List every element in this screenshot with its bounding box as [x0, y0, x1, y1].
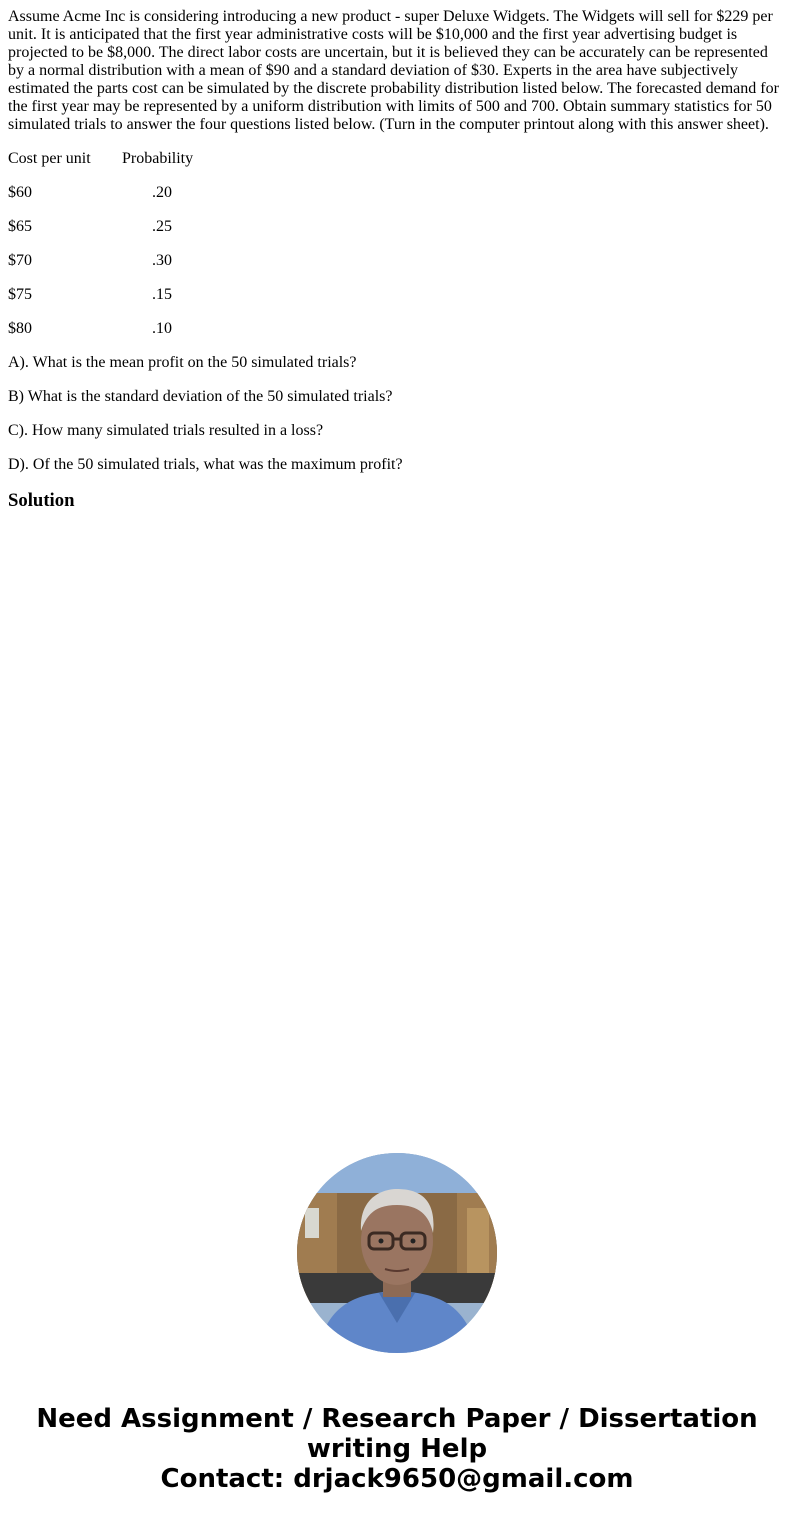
question-b: B) What is the standard deviation of the 50 simulated trials?	[8, 388, 393, 405]
promo-contact: Contact: drjack9650@gmail.com	[160, 1464, 634, 1494]
solution-heading: Solution	[8, 490, 75, 511]
table-cell-cost: $80	[8, 320, 32, 337]
promo-banner	[0, 1404, 794, 1494]
table-cell-probability: .30	[152, 252, 172, 269]
avatar	[297, 1153, 497, 1353]
table-header-row	[8, 150, 784, 168]
table-cell-probability: .10	[152, 320, 172, 337]
question-content	[8, 0, 784, 512]
table-cell-probability: .20	[152, 184, 172, 201]
table-cell-cost: $65	[8, 218, 32, 235]
promo-line-1: Need Assignment / Research Paper / Dissertation	[36, 1404, 758, 1434]
table-cell-probability: .15	[152, 286, 172, 303]
table-row	[8, 218, 784, 236]
table-header-probability: Probability	[122, 150, 194, 167]
question-a: A). What is the mean profit on the 50 simulated trials?	[8, 354, 357, 371]
table-row	[8, 320, 784, 338]
table-row	[8, 252, 784, 270]
table-cell-cost: $75	[8, 286, 32, 303]
avatar-portrait	[297, 1153, 497, 1353]
question-intro: Assume Acme Inc is considering introducing a new product - super Deluxe Widgets. The Widgets will sell for $229 per unit. It is anticipated that the first year administrative costs will be $10,000 and the first year advertising budget is projected to be $8,000. The direct labor costs are uncertain, but it is believed they can be accurately can be represented by a normal distribution with a mean of $90 and a standard deviation of $30. Experts in the area have subjectively estimated the parts cost can be simulated by the discrete probability distribution listed below. The forecasted demand for the first year may be represented by a uniform distribution with limits of 500 and 700. Obtain summary statistics for 50 simulated trials to answer the four questions listed below. (Turn in the computer printout along with this answer sheet).	[8, 8, 779, 133]
question-d: D). Of the 50 simulated trials, what was the maximum profit?	[8, 456, 403, 473]
table-cell-cost: $70	[8, 252, 32, 269]
table-header-cost: Cost per unit	[8, 150, 91, 167]
table-cell-probability: .25	[152, 218, 172, 235]
question-c: C). How many simulated trials resulted in a loss?	[8, 422, 324, 439]
table-cell-cost: $60	[8, 184, 32, 201]
table-row	[8, 184, 784, 202]
table-row	[8, 286, 784, 304]
promo-line-2: writing Help	[306, 1434, 488, 1464]
